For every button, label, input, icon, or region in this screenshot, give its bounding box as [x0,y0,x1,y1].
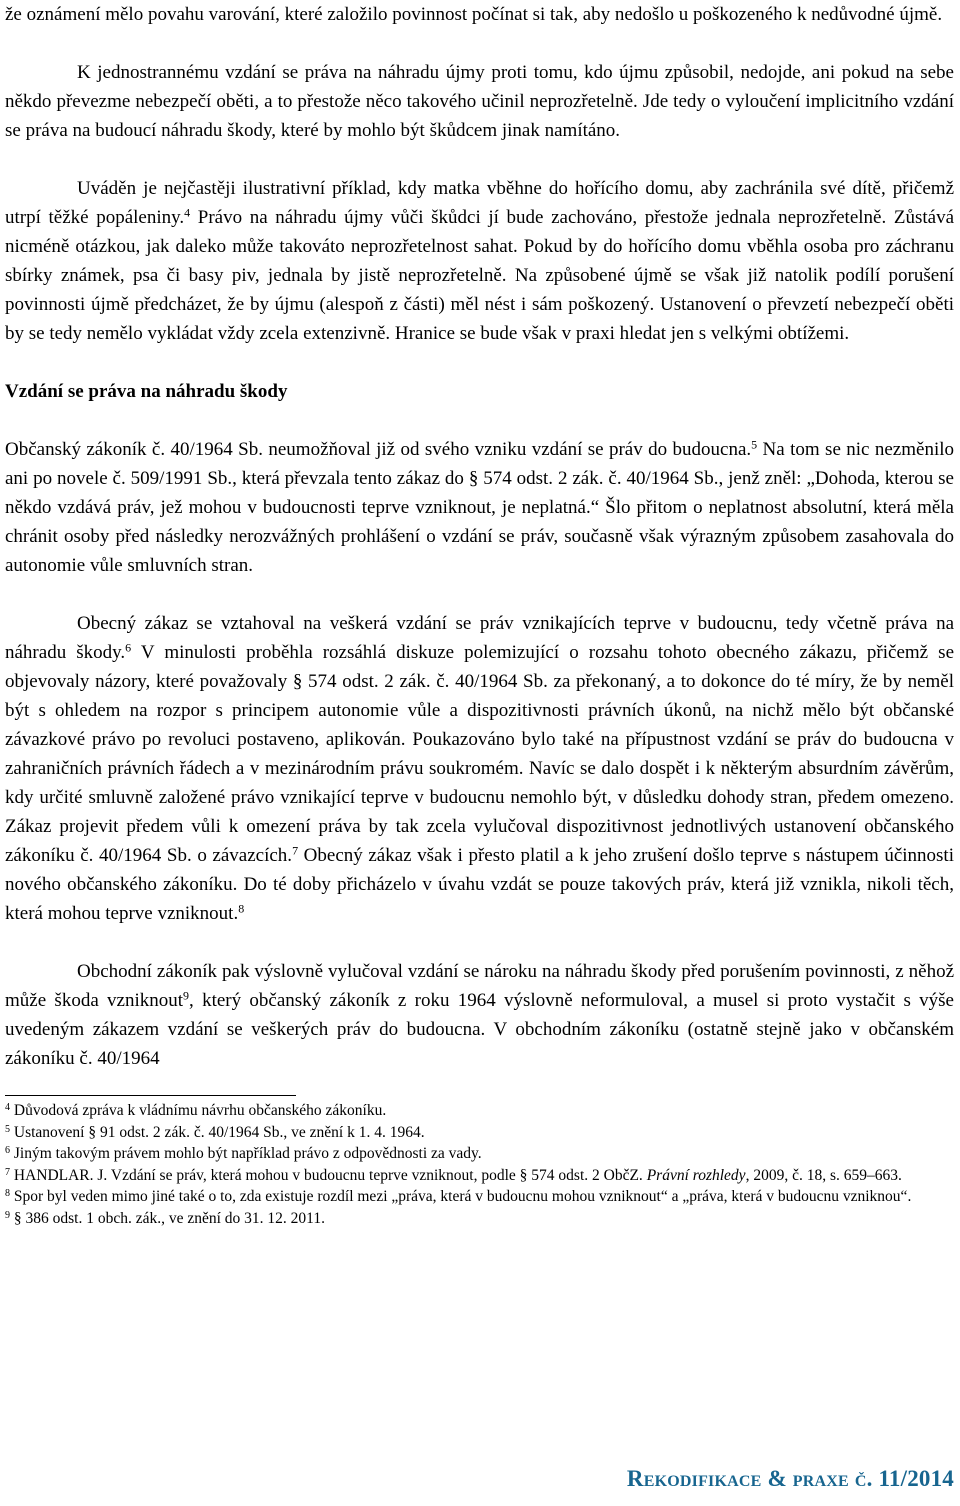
paragraph-continuation: že oznámení mělo povahu varování, které založilo povinnost počínat si tak, aby nedošlo u poškozeného k nedůvodné újmě. [5,4,943,25]
footnote-text: , 2009, č. 18, s. 659–663. [745,1166,902,1184]
paragraph-burning-house-example [5,174,954,348]
footnote-5 [5,1122,954,1144]
footnote-ref: 8 [238,901,245,916]
journal-footer: Rekodifikace & praxe č. 11/2014 [626,1466,954,1491]
footnote-number: 9 [5,1209,10,1221]
text-segment: Obchodní zákoník pak výslovně vylučoval vzdání se nároku na náhradu škody před porušením povinnosti, z něhož může škoda vzniknout [5,961,954,1011]
footnote-ref: 9 [183,988,190,1003]
footnote-ref: 5 [751,437,758,452]
text-segment: , který občanský zákoník z roku 1964 výslovně neformuloval, a musel si proto vystačit s výše uvedeným zákazem vzdání se veškerých práv do budoucna. V obchodním zákoníku (ostatně stejně jako v občanském zákoníku č. 40/1964 [5,990,954,1069]
footnote-9 [5,1208,954,1230]
footnote-text: Ustanovení § 91 odst. 2 zák. č. 40/1964 Sb., ve znění k 1. 4. 1964. [10,1123,425,1141]
footnote-ref: 4 [184,205,191,220]
footnote-6 [5,1143,954,1165]
paragraph-civil-code [5,435,954,580]
text-segment: Obecný zákaz se vztahoval na veškerá vzdání se práv vznikajících teprve v budoucnu, tedy včetně práva na náhradu škody. [5,613,954,663]
journal-title: Právní rozhledy [646,1166,746,1184]
paragraph-commercial-code [5,957,954,1073]
footnote-7 [5,1165,954,1187]
footnote-text: § 386 odst. 1 obch. zák., ve znění do 31. 12. 2011. [10,1209,325,1227]
footnote-number: 5 [5,1123,10,1135]
footnote-number: 8 [5,1188,10,1199]
text-segment: Občanský zákoník č. 40/1964 Sb. neumožňoval již od svého vzniku vzdání se práv do budoucna. [5,439,752,460]
text-segment: Na tom se nic nezměnilo ani po novele č. 509/1991 Sb., která převzala tento zákaz do § 574 odst. 2 zák. č. 40/1964 Sb., jenž zněl: „Dohoda, kterou se někdo vzdává práv, jež mohou v budoucnosti teprve vzniknout, je neplatná.“ Šlo přitom o neplatnost absolutní, která měla chránit osoby před následky nerozvážných prohlášení o vzdání se práv, současně však výrazným způsobem zasahovala do autonomie vůle smluvních stran. [5,439,955,576]
section-heading: Vzdání se práva na náhradu škody [5,381,288,402]
footnote-number: 6 [5,1145,10,1156]
footnote-4 [5,1100,954,1122]
footnote-8 [5,1186,954,1208]
text-segment: Právo na náhradu újmy vůči škůdci jí bude zachováno, přestože jednala neprozřetelně. Zůstává nicméně otázkou, jak daleko může takováto neprozřetelnost sahat. Pokud by do hořícího domu vběhla osoba pro záchranu sbírky známek, psa či basy piv, jednala by jistě neprozřetelně. Na způsobené újmě se však již natolik podílí porušení povinnosti újmě předcházet, že by újmu (alespoň z části) měl nést i sám poškozený. Ustanovení o převzetí nebezpečí oběti by se tedy nemělo vykládat vždy zcela extenzivně. Hranice se bude však v praxi hledat jen s velkými obtížemi. [5,207,954,344]
footnote-text: Spor byl veden mimo jiné také o to, zda existuje rozdíl mezi „práva, která v budoucnu mohou vzniknout“ a „práva, která v budoucnu vzniknou“. [10,1188,912,1205]
footnote-text: HANDLAR. J. Vzdání se práv, která mohou v budoucnu teprve vzniknout, podle § 574 odst. 2 ObčZ. [10,1166,647,1184]
footnote-number: 7 [5,1166,10,1178]
footnote-number: 4 [5,1102,10,1113]
footnote-ref: 6 [125,640,132,655]
document-page [5,0,954,1229]
text-segment: Obecný zákaz však i přesto platil a k jeho zrušení došlo teprve s nástupem účinnosti nového občanského zákoníku. Do té doby přicházelo v úvahu vzdát se pouze takových práv, která již vznikla, nikoli těch, která mohou teprve vzniknout. [5,845,954,924]
footnote-ref: 7 [292,843,299,858]
text-segment: Uváděn je nejčastěji ilustrativní příklad, kdy matka vběhne do hořícího domu, aby zachránila své dítě, přičemž utrpí těžké popáleniny. [5,178,954,228]
footnote-text: Důvodová zpráva k vládnímu návrhu občanského zákoníku. [10,1102,387,1119]
text-segment: V minulosti proběhla rozsáhlá diskuze polemizující o rozsahu tohoto obecného zákazu, přičemž se objevovaly názory, které považovaly § 574 odst. 2 zák. č. 40/1964 Sb. za překonaný, a to dokonce do té míry, že by neměl být s ohledem na rozpor s principem autonomie vůle a dispozitivnosti právních úkonů, na nichž mělo být občanské závazkové právo po revoluci postaveno, aplikován. Poukazováno bylo také na přípustnost vzdání se práv do budoucna v zahraničních právních řádech a v mezinárodním právu soukromém. Navíc se dalo dospět i k některým absurdním závěrům, kdy určité smluvně založené právo vznikající teprve v budoucnu nemohlo být, v důsledku dohody stran, předem omezeno. Zákaz projevit předem vůli k omezení práva by tak zcela vylučoval dispozitivnost jednotlivých ustanovení občanského zákoníku č. 40/1964 Sb. o závazcích. [5,642,954,866]
footnotes [5,1100,954,1229]
paragraph-general-ban [5,609,954,928]
paragraph-implicit-waiver: K jednostrannému vzdání se práva na náhradu újmy proti tomu, kdo újmu způsobil, nedojde, ani pokud na sebe někdo převezme nebezpečí oběti, a to přestože něco takového učinil neprozřetelně. Jde tedy o vyloučení implicitního vzdání se práva na budoucí náhradu škody, které by mohlo být škůdcem jinak namítáno. [5,62,954,141]
footnote-text: Jiným takovým právem mohlo být například právo z odpovědnosti za vady. [10,1145,482,1162]
